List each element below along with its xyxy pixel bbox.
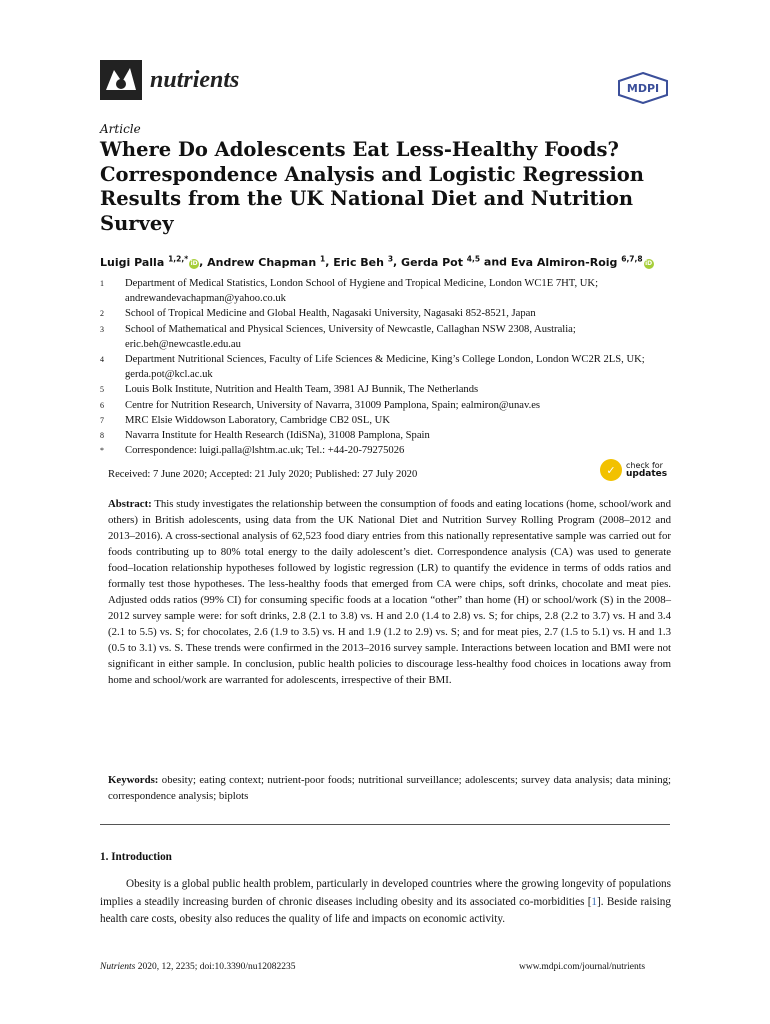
publisher-logo — [617, 72, 669, 108]
affiliation-item — [100, 398, 680, 413]
affiliation-item — [100, 322, 680, 352]
affiliation-text: Department Nutritional Sciences, Faculty of Life Sciences & Medicine, King’s College London, London WC2R 2LS, UK; gerda.pot@kcl.ac.uk — [125, 354, 645, 381]
author-name: Luigi Palla $^{1,2,*}$ — [100, 254, 189, 269]
affiliation-text: Centre for Nutrition Research, University of Navarra, 31009 Pamplona, Spain; ealmiron@unav.es — [125, 399, 541, 411]
mdpi-logo-icon — [617, 72, 669, 104]
journal-name: nutrients — [150, 66, 240, 93]
affiliation-text: Correspondence: luigi.palla@lshtm.ac.uk; Tel.: +44-20-79275026 — [125, 445, 405, 457]
keywords-text: obesity; eating context; nutrient-poor foods; nutritional surveillance; adolescents; survey data analysis; data mining; correspondence analysis; biplots — [108, 774, 671, 802]
author-name: Eva Almiron-Roig $^{6,7,8}$ — [510, 254, 643, 269]
journal-logo — [100, 60, 239, 100]
affiliation-item — [100, 428, 680, 443]
keywords-label: Keywords: — [108, 774, 159, 786]
orcid-icon[interactable]: iD — [190, 259, 198, 267]
affiliation-text: Navarra Institute for Health Research (IdiSNa), 31008 Pamplona, Spain — [125, 430, 430, 442]
affiliation-item — [100, 306, 680, 321]
affiliation-number: 3 — [100, 324, 104, 334]
abstract-text: This study investigates the relationship between the consumption of foods and eating locations (home, school/work and others) in British adolescents, using data from the UK National Diet and Nutrition Survey Rolling Program (2008–2012 and 2013–2016). A cross-sectional analysis of 62,523 food diary entries from this nationally representative sample was carried out for foods contributing up to 80% total energy to the daily adolescent’s diet. Correspondence analysis (CA) was used to generate food–location relationship hypotheses followed by logistic regression (LR) to quantify the evidence in terms of odds ratios and formally test those hypotheses. The less-healthy foods that emerged from CA were chips, soft drinks, chocolate and meat pies. Adjusted odds ratios (99% CI) for consuming specific foods at a location “other” than home (H) or school/work (S) in the 2008–2012 survey sample were: for soft drinks, 2.8 (2.1 to 3.8) vs. H and 2.0 (1.4 to 2.8) vs. S; for chips, 2.8 (2.2 to 3.7) vs. H and 3.4 (2.1 to 5.5) vs. S; for chocolates, 2.6 (1.9 to 3.5) vs. H and 1.9 (1.2 to 2.9) vs. S; and for meat pies, 2.7 (1.5 to 5.1) vs. H and 1.3 (0.5 to 3.1) vs. S. These trends were confirmed in the 2013–2016 survey sample. Interactions between location and BMI were not significant in either sample. In conclusion, public health policies to discourage less-healthy food choices in locations away from home and school/work are warranted for adolescents, irrespective of their BMI. — [108, 498, 671, 686]
affiliation-number: 8 — [100, 431, 104, 441]
affiliation-number: 6 — [100, 400, 104, 410]
section-divider — [100, 824, 670, 825]
author-name: Eric Beh $^3$ — [333, 254, 394, 269]
author-list: Luigi Palla $^{1,2,*}$iD, Andrew Chapman $^1$, Eric Beh $^3$, Gerda Pot $^{4,5}$ and Eva Almiron-Roig $^{6,7,8}$iD — [100, 254, 653, 269]
affiliation-number: 1 — [100, 279, 104, 288]
affiliation-item — [100, 352, 680, 382]
journal-emblem-icon — [100, 60, 142, 100]
check-updates-icon: ✓ — [600, 459, 622, 481]
check-updates-label: check for updates — [626, 461, 668, 479]
keywords — [108, 772, 671, 804]
section-heading: 1. Introduction — [100, 851, 172, 863]
affiliation-list — [100, 276, 680, 458]
affiliation-text: School of Tropical Medicine and Global Health, Nagasaki University, Nagasaki 852-8521, Japan — [125, 308, 536, 320]
svg-text:MDPI: MDPI — [626, 82, 660, 95]
paper-title: Where Do Adolescents Eat Less-Healthy Foods? Correspondence Analysis and Logistic Regression Results from the UK National Diet and Nutrition Survey — [100, 138, 644, 235]
affiliation-number: * — [100, 446, 104, 456]
affiliation-item — [100, 413, 680, 428]
affiliation-text: MRC Elsie Widdowson Laboratory, Cambridge CB2 0SL, UK — [125, 414, 390, 426]
abstract-label: Abstract: — [108, 498, 152, 510]
affiliation-text: School of Mathematical and Physical Sciences, University of Newcastle, Callaghan NSW 2308, Australia; eric.beh@newcastle.edu.au — [125, 323, 576, 350]
footer-url[interactable]: www.mdpi.com/journal/nutrients — [519, 962, 646, 972]
affiliation-number: 4 — [100, 355, 104, 365]
introduction-paragraph: Obesity is a global public health problem, particularly in developed countries where the growing longevity of populations implies a steadily increasing burden of chronic diseases including obesity and its associated co-morbidities [1]. Beside raising health care costs, obesity also reduces the quality of life and impacts on economic activity. — [100, 878, 671, 926]
footer-citation: Nutrients 2020, 12, 2235; doi:10.3390/nu12082235 — [100, 962, 296, 972]
affiliation-text: Department of Medical Statistics, London School of Hygiene and Tropical Medicine, London WC1E 7HT, UK; andrewandevachapman@yahoo.co.uk — [125, 278, 599, 305]
publication-dates: Received: 7 June 2020; Accepted: 21 July 2020; Published: 27 July 2020 — [108, 469, 418, 480]
affiliation-item — [100, 382, 680, 397]
check-for-updates-button[interactable] — [600, 459, 667, 481]
abstract — [108, 496, 671, 688]
affiliation-number: 7 — [100, 415, 104, 425]
article-type: Article — [100, 122, 141, 136]
author-name: Gerda Pot $^{4,5}$ — [401, 254, 481, 269]
affiliation-item — [100, 443, 680, 458]
reference-link[interactable]: 1 — [591, 895, 598, 908]
affiliation-text: Louis Bolk Institute, Nutrition and Health Team, 3981 AJ Bunnik, The Netherlands — [125, 384, 479, 396]
orcid-icon[interactable]: iD — [645, 259, 653, 267]
affiliation-number: 5 — [100, 385, 104, 395]
affiliation-item — [100, 276, 680, 306]
author-name: Andrew Chapman $^1$ — [207, 254, 326, 269]
affiliation-number: 2 — [100, 309, 104, 319]
